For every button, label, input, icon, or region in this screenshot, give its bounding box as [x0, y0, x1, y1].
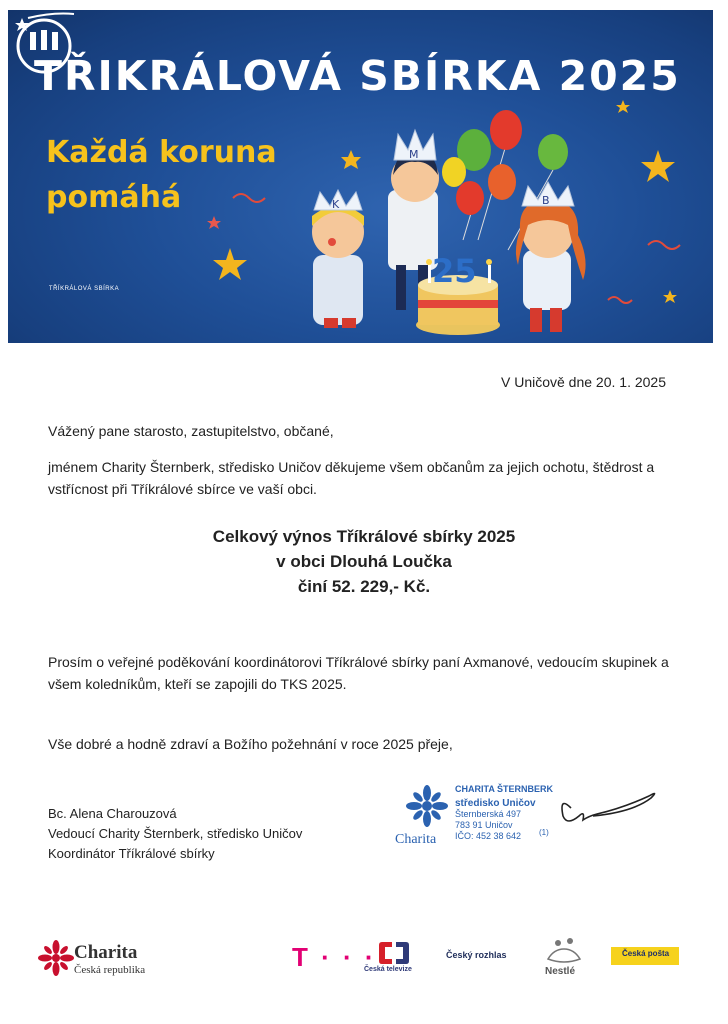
signature-block	[48, 804, 302, 864]
star-decoration	[663, 290, 677, 303]
result-amount: činí 52. 229,- Kč.	[297, 577, 431, 596]
letter-greeting: Vážený pane starosto, zastupitelstvo, občané,	[48, 423, 334, 439]
trikralova-sbirka-logo-icon	[8, 10, 80, 76]
stamp-line-3: 783 91 Uničov	[455, 820, 513, 830]
balloon	[490, 110, 522, 150]
result-line-1: Celkový výnos Tříkrálové sbírky 2025	[212, 527, 516, 546]
telekom-logo: T · · ·	[292, 942, 377, 972]
logo-text: TŘÍKRÁLOVÁ SBÍRKA	[48, 286, 120, 292]
charita-cr-name: Charita	[74, 942, 138, 963]
stamp-number: (1)	[539, 828, 549, 837]
ceska-televize-logo-icon	[378, 940, 412, 966]
sponsors-footer	[0, 930, 728, 990]
svg-text:B: B	[542, 194, 550, 207]
signer-role-1: Vedoucí Charity Šternberk, středisko Uničov	[48, 826, 303, 841]
stamp-address	[455, 798, 536, 842]
signer-name: Bc. Alena Charouzová	[48, 806, 177, 821]
letter-paragraph-3: Vše dobré a hodně zdraví a Božího požehnání v roce 2025 přeje,	[48, 736, 453, 752]
king-right-robe	[523, 250, 571, 310]
charita-cross-icon	[397, 784, 457, 834]
star-decoration	[641, 150, 675, 182]
svg-text:K: K	[332, 198, 340, 211]
stamp-org-name: CHARITA ŠTERNBERK	[455, 784, 553, 794]
ceska-posta-logo: Česká pošta	[622, 949, 670, 958]
nestle-nest-icon	[544, 935, 584, 965]
stamp-line-2: Šternberská 497	[455, 809, 522, 819]
charita-cr-subtitle: Česká republika	[74, 964, 146, 976]
stamp-line-1: středisko Uničov	[455, 798, 536, 809]
charita-cr-logo-icon	[38, 940, 74, 976]
balloon	[488, 164, 516, 200]
banner-slogan	[46, 130, 346, 220]
king-left-robe	[313, 255, 363, 325]
letter-paragraph-2: Prosím o veřejné poděkování koordinátorovi Tříkrálové sbírky paní Axmanové, vedoucím skupinek a všem koledníkům, kteří se zapojili do TKS 2025.	[48, 654, 669, 692]
nestle-logo: Nestlé	[545, 966, 576, 977]
cake-number: 25	[432, 252, 477, 290]
balloon	[456, 181, 484, 215]
balloon	[538, 134, 568, 170]
campaign-banner	[8, 10, 713, 343]
slogan-line-1: Každá koruna	[46, 135, 277, 170]
signer-role-2: Koordinátor Tříkrálové sbírky	[48, 846, 215, 861]
stamp-line-4: IČO: 452 38 642	[455, 831, 522, 841]
star-decoration	[616, 100, 630, 113]
organization-stamp	[393, 782, 673, 852]
handwritten-signature	[553, 786, 663, 836]
stamp-charita-label: Charita	[395, 832, 437, 847]
ceska-televize-label: Česká televize	[364, 966, 412, 973]
letter-date: V Uničově dne 20. 1. 2025	[500, 374, 666, 390]
star-decoration	[213, 248, 247, 280]
king-middle-robe	[388, 190, 438, 270]
slogan-line-2: pomáhá	[46, 180, 182, 215]
svg-text:M: M	[409, 148, 419, 161]
letter-paragraph-1: jménem Charity Šternberk, středisko Uničov děkujeme všem občanům za jejich ochotu, štědrost a vstřícnost při Tříkrálové sbírce ve vaší obci.	[48, 459, 655, 497]
cesky-rozhlas-logo: Český rozhlas	[446, 950, 507, 960]
banner-title: TŘIKRÁLOVÁ SBÍRKA 2025	[34, 52, 681, 100]
balloon	[442, 157, 466, 187]
result-line-2: v obci Dlouhá Loučka	[276, 552, 452, 571]
collection-result	[0, 524, 728, 599]
